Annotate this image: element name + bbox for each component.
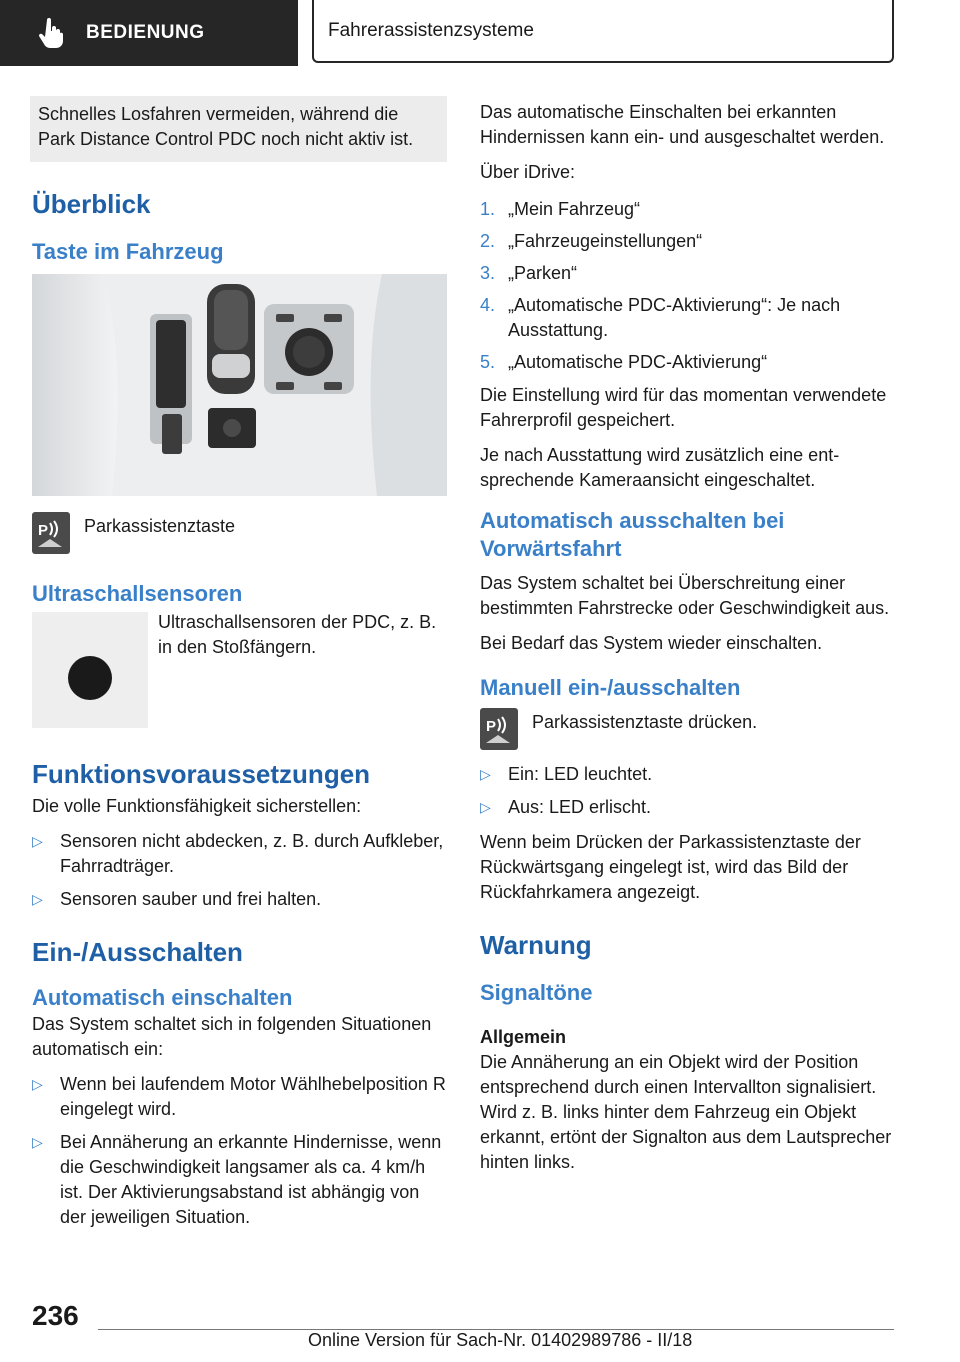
heading-auto-on: Automatisch einschalten <box>32 985 293 1010</box>
page-header <box>0 0 960 66</box>
footer-version: Online Version für Sach-Nr. 01402989786 - II/18 <box>308 1330 693 1350</box>
heading-signals: Signaltöne <box>480 980 593 1005</box>
auto-intro: Das automatische Einschalten bei erkannten Hindernissen kann ein- und ausgeschaltet werden. <box>480 102 885 147</box>
manual-legend <box>480 708 895 750</box>
triangle-bullet-icon: ▷ <box>32 891 43 907</box>
section-label: BEDIENUNG <box>86 22 205 43</box>
profile-note: Die Einstellung wird für das momentan verwendete Fahrerprofil gespeichert. <box>480 385 887 430</box>
requirements-list <box>32 829 447 912</box>
auto-on-list <box>32 1072 447 1230</box>
list-item: ▷ Sensoren nicht abdecken, z. B. durch Aufkleber, Fahrradträger. <box>32 831 444 876</box>
notice-text: Schnelles Losfahren vermeiden, während die Park Distance Control PDC noch nicht aktiv ist. <box>38 104 414 149</box>
list-item: ▷ Ein: LED leuchtet. <box>480 762 895 787</box>
triangle-bullet-icon: ▷ <box>32 1076 43 1092</box>
park-assist-icon <box>32 512 70 554</box>
heading-requirements: Funktionsvoraussetzungen <box>32 759 371 789</box>
general-text: Die Annäherung an ein Objekt wird der Position entsprechend durch einen Intervallton signalisiert. Wird z. B. links hinter dem Fahrzeug ein Objekt erkannt, ertönt der Signalton aus dem Lautsprecher hinten links. <box>480 1052 892 1172</box>
list-item: 4. „Automatische PDC-Aktivierung“: Je nach Ausstattung. <box>480 295 841 340</box>
sensor-legend <box>32 612 447 728</box>
park-assist-icon <box>480 708 518 750</box>
heading-onoff: Ein-/Ausschalten <box>32 937 243 967</box>
camera-note: Je nach Ausstattung wird zusätzlich eine entsprechende Kameraansicht eingeschaltet. <box>480 445 840 490</box>
reverse-note: Wenn beim Drücken der Parkassistenztaste der Rückwärtsgang eingelegt ist, wird das Bild der Rückfahrkamera angezeigt. <box>480 832 861 902</box>
svg-text:P: P <box>486 718 497 735</box>
list-item: 1. „Mein Fahrzeug“ <box>480 199 641 219</box>
notice-box <box>30 96 447 162</box>
triangle-bullet-icon: ▷ <box>32 1134 43 1150</box>
section-tab <box>0 0 298 66</box>
list-item: 5. „Automatische PDC-Aktivierung“ <box>480 352 768 372</box>
idrive-label: Über iDrive: <box>480 162 576 182</box>
button-caption: Parkassistenztaste <box>84 516 236 536</box>
auto-off-text2: Bei Bedarf das System wieder einschalten. <box>480 633 823 653</box>
sensor-dot-icon <box>68 656 112 700</box>
console-illustration <box>32 274 447 496</box>
right-column <box>480 100 895 1185</box>
left-column <box>32 96 447 1240</box>
svg-text:P: P <box>38 522 49 539</box>
idrive-steps <box>480 197 895 375</box>
heading-sensors: Ultraschallsensoren <box>32 581 243 606</box>
heading-button: Taste im Fahrzeug <box>32 239 224 264</box>
list-item: ▷ Aus: LED erlischt. <box>480 795 895 820</box>
requirements-intro: Die volle Funktionsfähigkeit sicherstellen: <box>32 796 362 816</box>
heading-warning: Warnung <box>480 930 592 960</box>
list-item: ▷ Bei Annäherung an erkannte Hindernisse, wenn die Geschwindigkeit langsamer als ca. 4 km/h ist. Der Aktivierungsabstand ist abhängig von der jeweiligen Situation. <box>32 1132 442 1227</box>
triangle-bullet-icon: ▷ <box>480 799 491 815</box>
manual-caption: Parkassistenztaste drücken. <box>532 712 758 732</box>
heading-manual: Manuell ein-/ausschalten <box>480 675 741 700</box>
triangle-bullet-icon: ▷ <box>32 833 43 849</box>
triangle-bullet-icon: ▷ <box>480 766 491 782</box>
console-photo <box>32 274 447 496</box>
list-item: 2. „Fahrzeugeinstellungen“ <box>480 231 703 251</box>
list-item: 3. „Parken“ <box>480 263 578 283</box>
heading-general: Allgemein <box>480 1027 567 1047</box>
list-item: ▷ Sensoren sauber und frei halten. <box>32 887 447 912</box>
chapter-label: Fahrerassistenzsysteme <box>328 19 534 41</box>
sensor-caption: Ultraschallsensoren der PDC, z. B. in den Stoßfängern. <box>158 612 437 657</box>
chapter-tab <box>312 0 894 63</box>
heading-overview: Überblick <box>32 189 151 219</box>
auto-off-text: Das System schaltet bei Überschreitung einer bestimmten Fahrstrecke oder Geschwindigkeit aus. <box>480 573 890 618</box>
page-number: 236 <box>32 1300 79 1331</box>
heading-auto-off: Automatisch ausschalten bei Vorwärtsfahrt <box>480 508 785 561</box>
hand-pointer-icon <box>38 18 64 48</box>
manual-list <box>480 762 895 820</box>
list-item: ▷ Wenn bei laufendem Motor Wählhebelposition R eingelegt wird. <box>32 1074 446 1119</box>
sensor-image <box>32 612 148 728</box>
button-legend <box>32 512 447 554</box>
auto-on-intro: Das System schaltet sich in folgenden Situationen automatisch ein: <box>32 1014 432 1059</box>
